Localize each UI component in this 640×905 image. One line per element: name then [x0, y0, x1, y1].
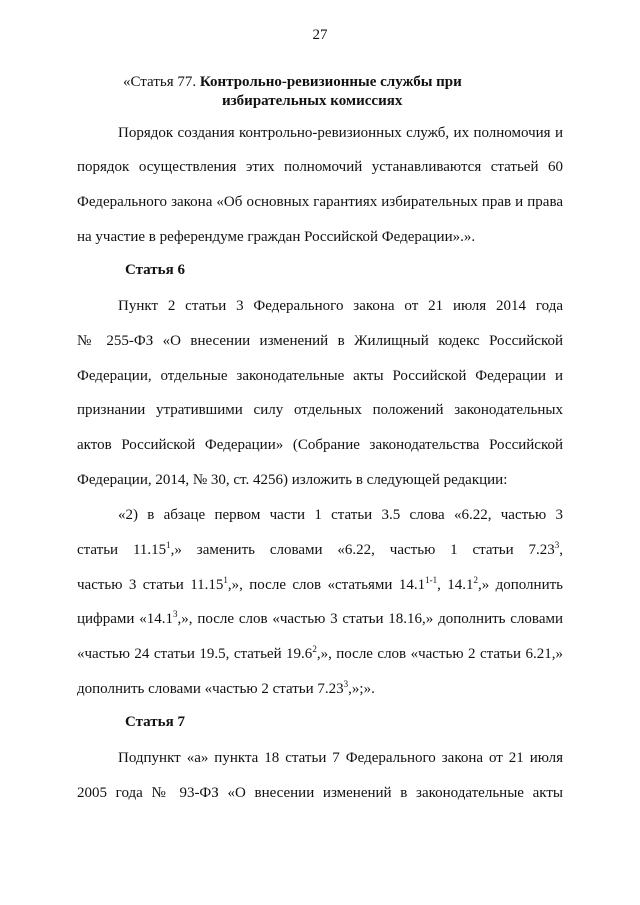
- article-77-title-line: [123, 74, 462, 91]
- paragraph-3-line-5: «частью 24 статьи 19.5, статьей 19.6$^2$,», после слов «частью 2 статьи 6.21,»: [77, 644, 564, 662]
- paragraph-1-line-2: порядок осуществления этих полномочий устанавливаются статьей 60: [77, 159, 563, 175]
- paragraph-2-line-4: признании утратившими силу отдельных положений законодательных: [77, 402, 563, 418]
- paragraph-1-line-4: на участие в референдуме граждан Российской Федерации».».: [77, 229, 476, 245]
- paragraph-2-line-2: № 255-ФЗ «О внесении изменений в Жилищный кодекс Российской: [77, 333, 563, 349]
- paragraph-2-line-3: Федерации, отдельные законодательные акты Российской Федерации и: [77, 368, 563, 384]
- paragraph-3-line-2: статьи 11.15$^1$,» заменить словами «6.22, частью 1 статьи 7.23$^3$,: [77, 540, 563, 558]
- paragraph-2-line-1: Пункт 2 статьи 3 Федерального закона от 21 июля 2014 года: [118, 298, 563, 314]
- article-77-title: Контрольно-ревизионные службы при: [199, 74, 462, 90]
- article-77-title-continued: избирательных комиссиях: [222, 93, 403, 109]
- paragraph-3-line-3: частью 3 статьи 11.15$^1$,», после слов «статьями 14.1$^{1-1}$, 14.1$^2$,» дополнить: [77, 575, 563, 593]
- article-77-prefix: «Статья 77.: [123, 74, 200, 90]
- paragraph-1-line-3: Федерального закона «Об основных гарантиях избирательных прав и права: [77, 194, 563, 210]
- article-7-heading: Статья 7: [125, 714, 185, 730]
- paragraph-1-line-1: Порядок создания контрольно-ревизионных служб, их полномочия и: [118, 125, 563, 141]
- article-6-heading: Статья 6: [125, 262, 185, 278]
- paragraph-4-line-2: 2005 года № 93-ФЗ «О внесении изменений в законодательные акты: [77, 785, 563, 801]
- paragraph-2-line-5: актов Российской Федерации» (Собрание законодательства Российской: [77, 437, 563, 453]
- paragraph-3-line-4: цифрами «14.1$^3$,», после слов «частью 3 статьи 18.16,» дополнить словами: [77, 609, 563, 627]
- paragraph-3-line-6: дополнить словами «частью 2 статьи 7.23$^3$,»;».: [77, 679, 375, 697]
- paragraph-2-line-6: Федерации, 2014, № 30, ст. 4256) изложить в следующей редакции:: [77, 472, 508, 488]
- page-number: 27: [312, 27, 328, 43]
- paragraph-4-line-1: Подпункт «а» пункта 18 статьи 7 Федерального закона от 21 июля: [118, 750, 563, 766]
- paragraph-3-line-1: «2) в абзаце первом части 1 статьи 3.5 слова «6.22, частью 3: [118, 507, 563, 523]
